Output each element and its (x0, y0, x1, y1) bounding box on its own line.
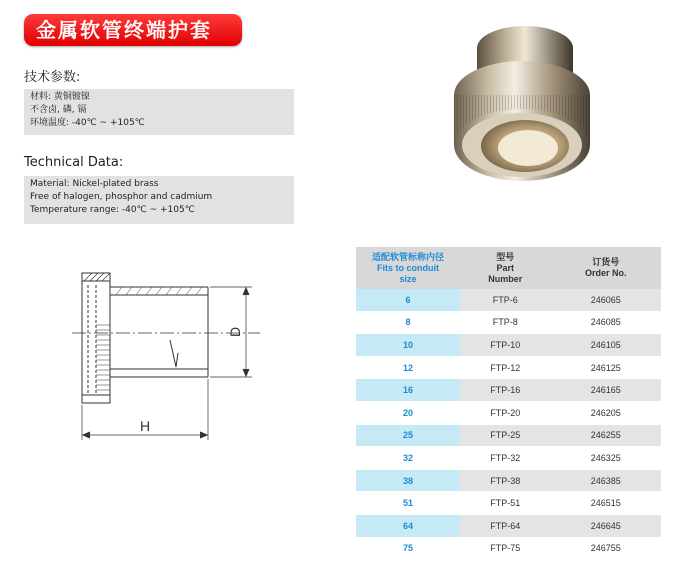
part-number-cell: FTP-6 (460, 289, 551, 311)
table-row (356, 379, 661, 402)
order-number-cell: 246065 (551, 289, 661, 311)
tech-cn-line: 材料: 黄铜镀镍 (30, 92, 90, 102)
size-cell: 75 (356, 537, 460, 560)
table-row (356, 401, 661, 424)
order-number-cell: 246645 (551, 514, 661, 537)
table-row (356, 492, 661, 515)
part-number-cell: FTP-64 (460, 514, 551, 537)
size-cell: 32 (356, 447, 460, 470)
order-number-cell: 246255 (551, 424, 661, 447)
size-cell: 8 (356, 311, 460, 334)
tech-cn-heading: 技术参数: (24, 70, 81, 85)
tech-en-line: Temperature range: -40℃ ~ +105℃ (30, 205, 195, 215)
header-conduit-size: 适配软管标称内径 Fits to conduit size (356, 247, 460, 289)
table-row (356, 334, 661, 357)
size-cell: 16 (356, 379, 460, 402)
part-number-cell: FTP-25 (460, 424, 551, 447)
tech-cn-line: 不含卤, 磷, 镉 (30, 105, 87, 115)
tech-en-box (24, 176, 294, 224)
tech-en-line: Free of halogen, phosphor and cadmium (30, 192, 213, 202)
table-row (356, 424, 661, 447)
part-number-cell: FTP-51 (460, 492, 551, 515)
order-number-cell: 246105 (551, 334, 661, 357)
part-number-cell: FTP-38 (460, 469, 551, 492)
table-row (356, 311, 661, 334)
order-number-cell: 246125 (551, 356, 661, 379)
technical-drawing (60, 255, 275, 445)
part-number-cell: FTP-8 (460, 311, 551, 334)
part-number-cell: FTP-20 (460, 401, 551, 424)
page-title: 金属软管终端护套 (24, 14, 242, 46)
size-cell: 64 (356, 514, 460, 537)
table-row (356, 289, 661, 311)
order-number-cell: 246325 (551, 447, 661, 470)
header-order-no: 订货号 Order No. (551, 247, 661, 289)
order-number-cell: 246385 (551, 469, 661, 492)
dimension-d-label: D (227, 326, 243, 337)
part-number-cell: FTP-32 (460, 447, 551, 470)
part-number-cell: FTP-10 (460, 334, 551, 357)
order-number-cell: 246165 (551, 379, 661, 402)
tech-en-line: Material: Nickel-plated brass (30, 179, 159, 189)
header-part-number: 型号 Part Number (460, 247, 551, 289)
size-cell: 6 (356, 289, 460, 311)
table-row (356, 537, 661, 560)
size-cell: 25 (356, 424, 460, 447)
order-number-cell: 246755 (551, 537, 661, 560)
order-number-cell: 246085 (551, 311, 661, 334)
order-number-cell: 246515 (551, 492, 661, 515)
order-number-cell: 246205 (551, 401, 661, 424)
table-row (356, 356, 661, 379)
table-row (356, 447, 661, 470)
part-number-cell: FTP-16 (460, 379, 551, 402)
product-photo (430, 10, 610, 220)
table-row (356, 469, 661, 492)
tech-en-heading: Technical Data: (24, 155, 124, 170)
dimension-h-label: H (140, 418, 151, 434)
tech-cn-box (24, 89, 294, 135)
tech-cn-line: 环境温度: -40℃ ~ +105℃ (30, 118, 145, 128)
table-row (356, 514, 661, 537)
table-header-row (356, 247, 661, 289)
part-number-cell: FTP-12 (460, 356, 551, 379)
part-number-cell: FTP-75 (460, 537, 551, 560)
size-cell: 10 (356, 334, 460, 357)
parts-table (356, 247, 661, 560)
size-cell: 20 (356, 401, 460, 424)
size-cell: 12 (356, 356, 460, 379)
size-cell: 38 (356, 469, 460, 492)
size-cell: 51 (356, 492, 460, 515)
